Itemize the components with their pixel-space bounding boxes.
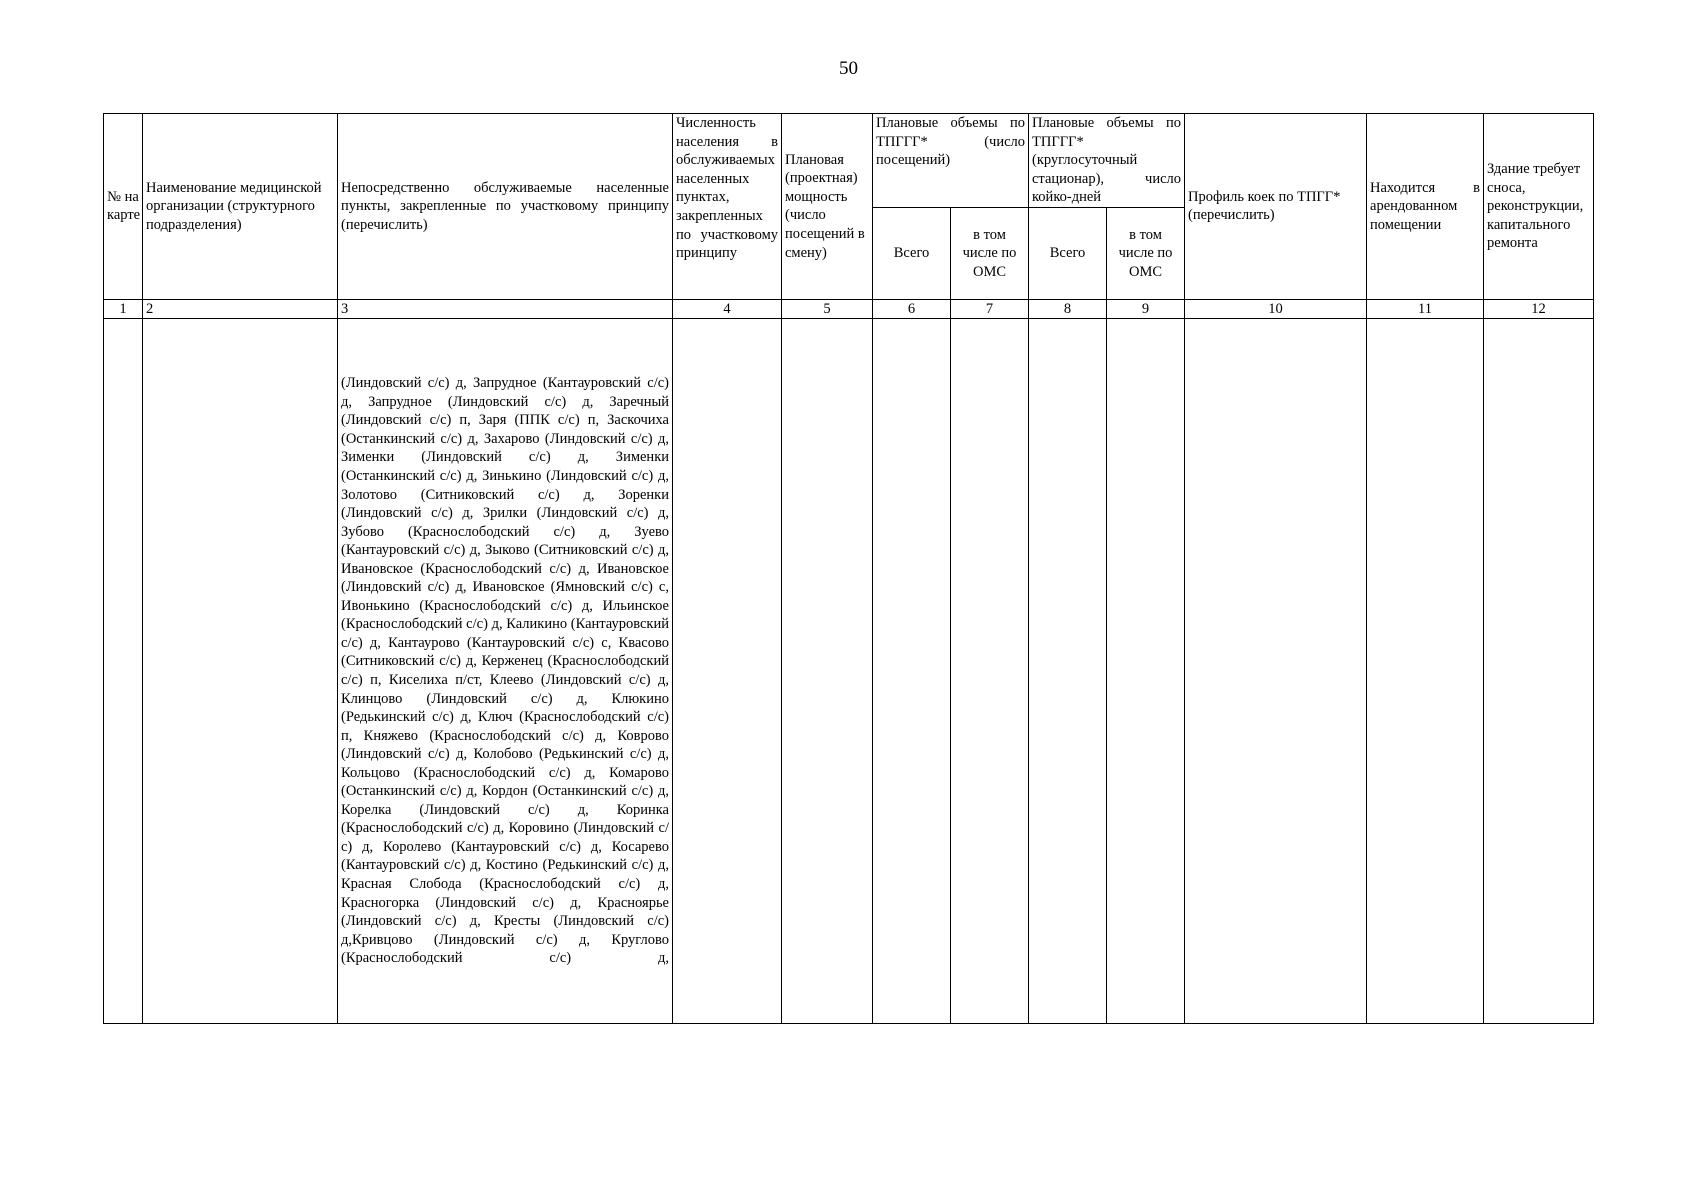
column-number-2: 2 <box>143 299 338 318</box>
column-number-5: 5 <box>782 299 873 318</box>
header-outpatient-total: Всего <box>873 207 951 299</box>
cell-outpatient-oms <box>951 318 1029 1023</box>
header-map-number: № на карте <box>104 114 143 300</box>
column-number-1: 1 <box>104 299 143 318</box>
column-number-10: 10 <box>1185 299 1367 318</box>
column-number-8: 8 <box>1029 299 1107 318</box>
cell-bed-profile <box>1185 318 1367 1023</box>
cell-settlements: (Линдовский с/с) д, Запрудное (Кантауровский с/с) д, Запрудное (Линдовский с/с) д, Заречный (Линдовский с/с) п, Заря (ППК с/с) п, Заскочиха (Останкинский с/с) д, Захарово (Линдовский с/с) д, Зименки (Линдовский с/с) д, Зименки (Останкинский с/с) д, Зинькино (Линдовский с/с) д, Золотово (Ситниковский с/с) д, Зоренки (Линдовский с/с) д, Зрилки (Линдовский с/с) д, Зубово (Краснослободский с/с) д, Зуево (Кантауровский с/с) д, Зыково (Ситниковский с/с) д, Ивановское (Краснослободский с/с) д, Ивановское (Линдовский с/с) д, Ивановское (Ямновский с/с) с, Ивонькино (Краснослободский с/с) д, Ильинское (Краснослободский с/с) д, Каликино (Кантауровский с/с) д, Кантаурово (Кантауровский с/с) с, Квасово (Ситниковский с/с) д, Керженец (Краснослободский с/с) п, Киселиха п/ст, Клеево (Линдовский с/с) д, Клинцово (Линдовский с/с) д, Клюкино (Редькинский с/с) д, Ключ (Краснослободский с/с) п, Княжево (Краснослободский с/с) д, Коврово (Линдовский с/с) д, Колобово (Редькинский с/с) д, Кольцово (Краснослободский с/с) д, Комарово (Останкинский с/с) д, Кордон (Останкинский с/с) д, Корелка (Линдовский с/с) д, Коринка (Краснослободский с/с) д, Коровино (Линдовский с/с) д, Королево (Кантауровский с/с) д, Косарево (Кантауровский с/с) д, Костино (Редькинский с/с) д, Красная Слобода (Краснослободский с/с) д, Красногорка (Линдовский с/с) д, Красноярье (Линдовский с/с) д, Кресты (Линдовский с/с) д,Кривцово (Линдовский с/с) д, Круглово (Краснослободский с/с) д, <box>338 318 673 1023</box>
header-group-inpatient: Плановые объемы по ТПГГГ* (круглосуточный стационар), число койко-дней <box>1029 114 1185 208</box>
header-population: Численность населения в обслуживаемых населенных пунктах, закрепленных по участковому принципу <box>673 114 782 300</box>
column-number-6: 6 <box>873 299 951 318</box>
cell-map-number <box>104 318 143 1023</box>
column-number-11: 11 <box>1367 299 1484 318</box>
column-number-9: 9 <box>1107 299 1185 318</box>
column-number-row <box>104 299 1594 318</box>
cell-inpatient-total <box>1029 318 1107 1023</box>
header-outpatient-oms: в том числе по ОМС <box>951 207 1029 299</box>
header-row-1 <box>104 114 1594 208</box>
cell-population <box>673 318 782 1023</box>
header-organization-name: Наименование медицинской организации (структурного подразделения) <box>143 114 338 300</box>
header-rented-premises: Находится в арендованном помещении <box>1367 114 1484 300</box>
column-number-4: 4 <box>673 299 782 318</box>
column-number-12: 12 <box>1484 299 1594 318</box>
cell-organization-name <box>143 318 338 1023</box>
cell-outpatient-total <box>873 318 951 1023</box>
cell-inpatient-oms <box>1107 318 1185 1023</box>
header-inpatient-oms: в том числе по ОМС <box>1107 207 1185 299</box>
header-building-condition: Здание требует сноса, реконструкции, капитального ремонта <box>1484 114 1594 300</box>
header-inpatient-total: Всего <box>1029 207 1107 299</box>
table-row <box>104 318 1594 1023</box>
header-group-outpatient: Плановые объемы по ТПГГГ* (число посещений) <box>873 114 1029 208</box>
column-number-7: 7 <box>951 299 1029 318</box>
cell-planned-capacity <box>782 318 873 1023</box>
column-number-3: 3 <box>338 299 673 318</box>
header-bed-profile: Профиль коек по ТПГГ* (перечислить) <box>1185 114 1367 300</box>
cell-rented-premises <box>1367 318 1484 1023</box>
cell-building-condition <box>1484 318 1594 1023</box>
planning-table <box>103 113 1594 1024</box>
header-planned-capacity: Плановая (проектная) мощность (число посещений в смену) <box>782 114 873 300</box>
page-number: 50 <box>839 58 858 79</box>
header-settlements: Непосредственно обслуживаемые населенные пункты, закрепленные по участковому принципу (перечислить) <box>338 114 673 300</box>
